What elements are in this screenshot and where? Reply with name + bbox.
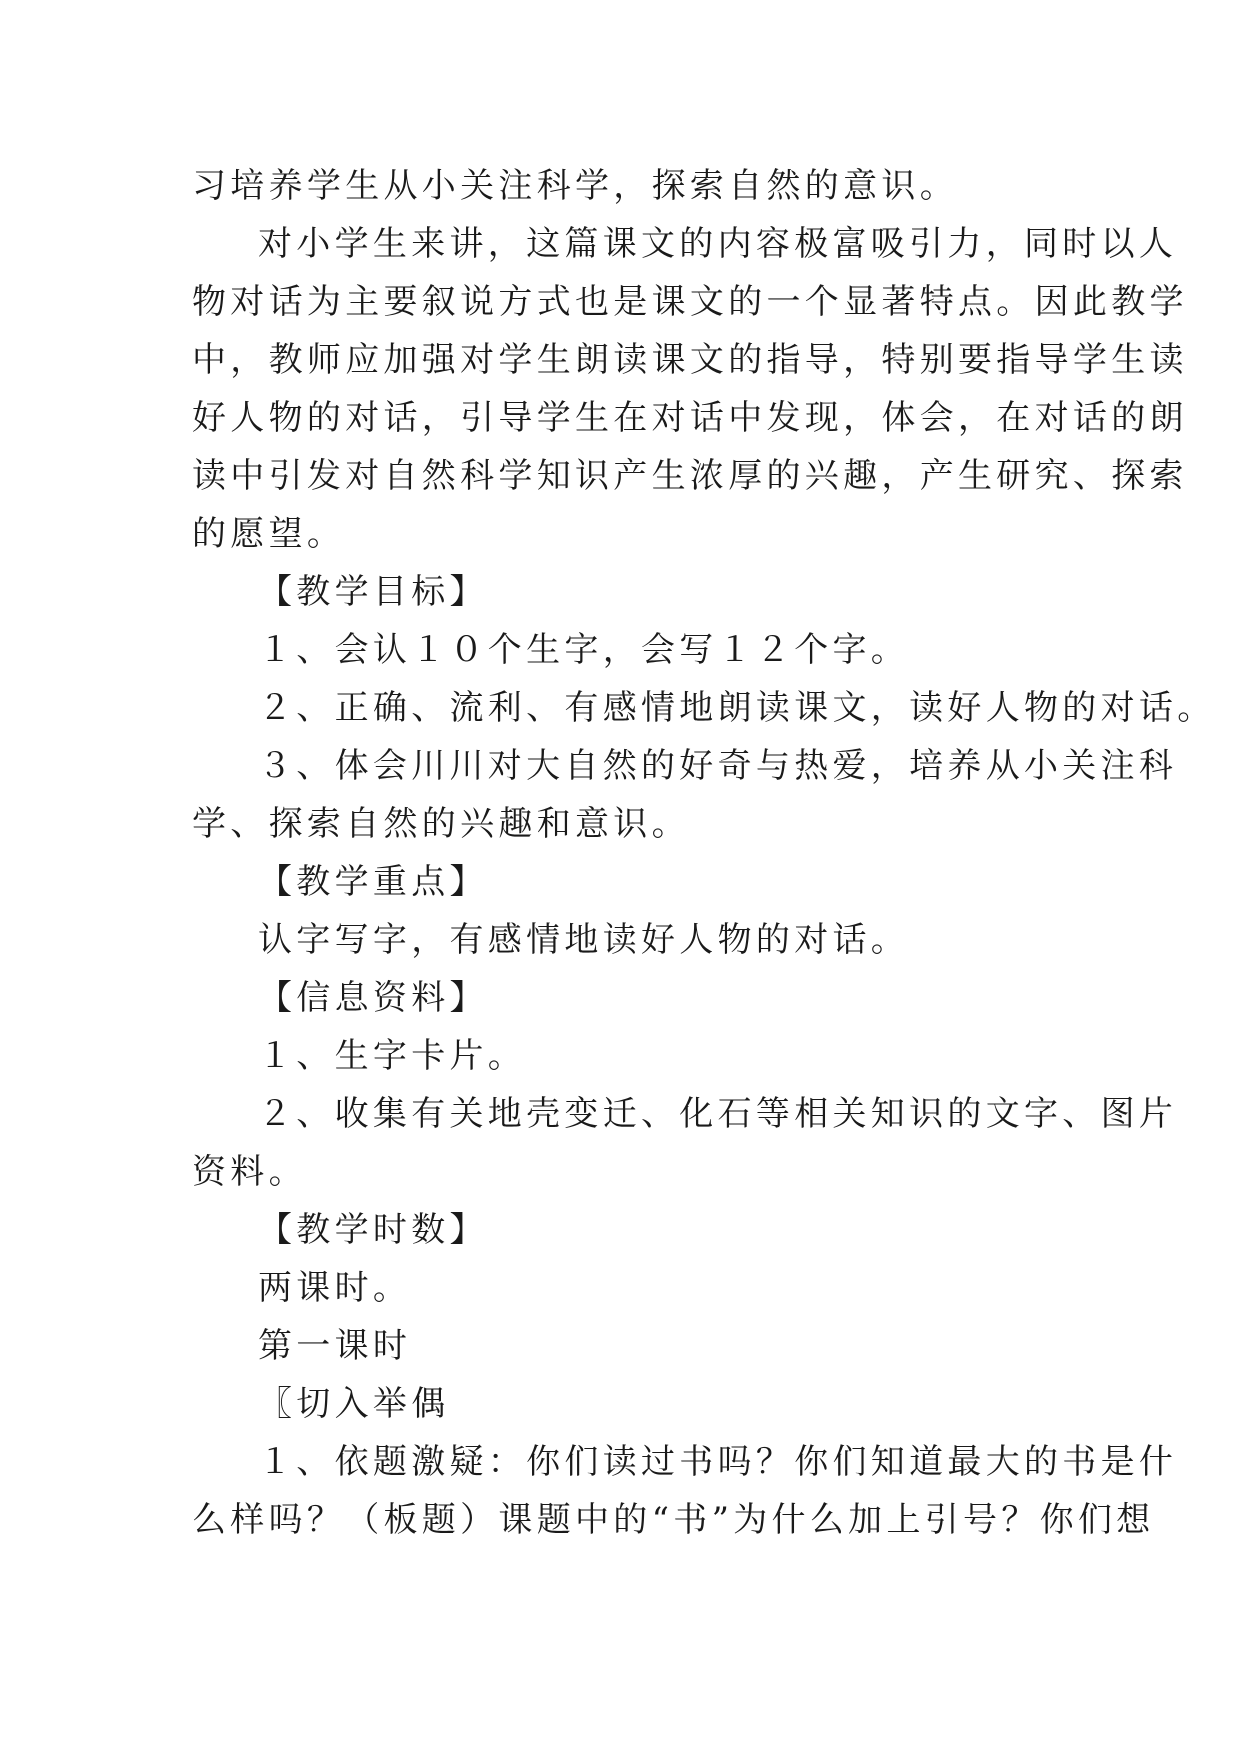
paragraph-line: 好人物的对话，引导学生在对话中发现，体会，在对话的朗 [192, 398, 1188, 438]
paragraph-line: 物对话为主要叙说方式也是课文的一个显著特点。因此教学 [192, 282, 1188, 322]
list-item: １、依题激疑：你们读过书吗？你们知道最大的书是什 [258, 1442, 1178, 1482]
paragraph-line: 么样吗？（板题）课题中的“书”为什么加上引号？你们想 [192, 1500, 1155, 1540]
paragraph-line: 认字写字，有感情地读好人物的对话。 [258, 920, 910, 960]
paragraph-line: 学、探索自然的兴趣和意识。 [192, 804, 690, 844]
paragraph-line: 读中引发对自然科学知识产生浓厚的兴趣，产生研究、探索 [192, 456, 1188, 496]
paragraph-line: 对小学生来讲，这篇课文的内容极富吸引力，同时以人 [258, 224, 1178, 264]
paragraph-line: 资料。 [192, 1152, 307, 1192]
list-item: ２、收集有关地壳变迁、化石等相关知识的文字、图片 [258, 1094, 1178, 1134]
paragraph-line: 习培养学生从小关注科学，探索自然的意识。 [192, 166, 958, 206]
paragraph-line: 两课时。 [258, 1268, 412, 1308]
list-item: ２、正确、流利、有感情地朗读课文，读好人物的对话。 [258, 688, 1216, 728]
section-heading: 【教学时数】 [258, 1210, 488, 1250]
section-heading: 【教学重点】 [258, 862, 488, 902]
subsection-heading: 〖切入举偶 [258, 1384, 450, 1424]
lesson-title: 第一课时 [258, 1326, 412, 1366]
list-item: ３、体会川川对大自然的好奇与热爱，培养从小关注科 [258, 746, 1178, 786]
list-item: １、生字卡片。 [258, 1036, 527, 1076]
section-heading: 【教学目标】 [258, 572, 488, 612]
section-heading: 【信息资料】 [258, 978, 488, 1018]
paragraph-line: 的愿望。 [192, 514, 346, 554]
paragraph-line: 中，教师应加强对学生朗读课文的指导，特别要指导学生读 [192, 340, 1188, 380]
list-item: １、会认１０个生字，会写１２个字。 [258, 630, 910, 670]
